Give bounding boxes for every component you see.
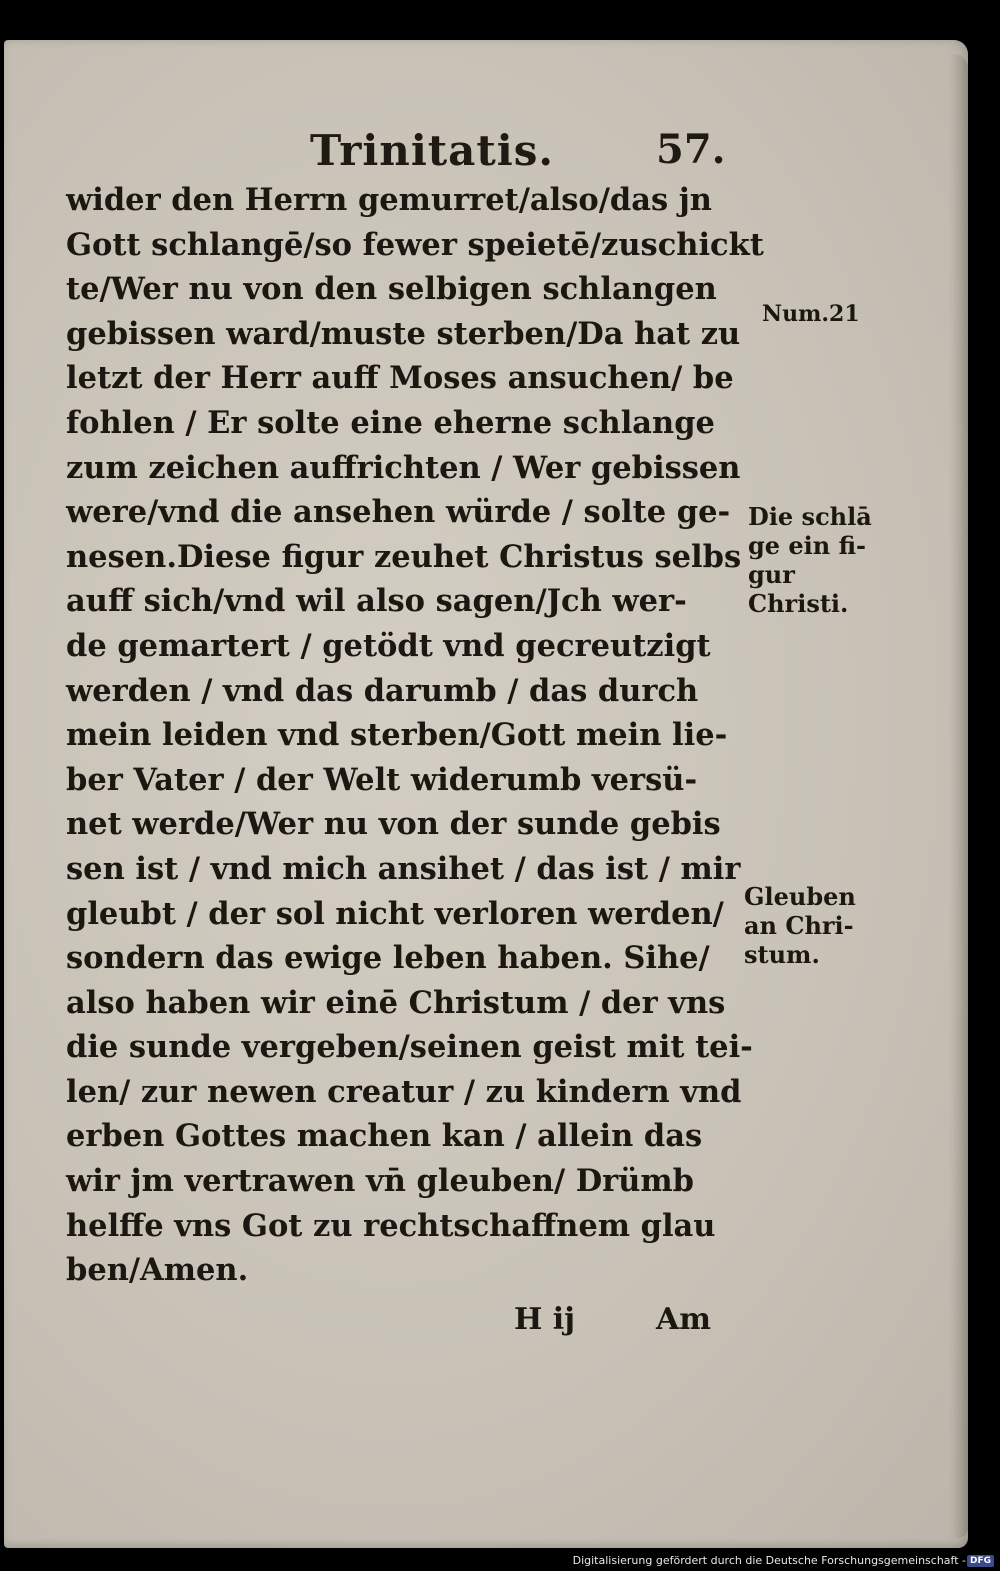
text-line: Gott schlangē/so fewer speietē/zuschickt (66, 226, 764, 263)
text-line: erben Gottes machen kan / allein das (66, 1118, 703, 1155)
text-line: de gemartert / getödt vnd gecreutzigt (66, 627, 711, 664)
catchword: Am (656, 1302, 712, 1337)
text-line: ben/Amen. (66, 1252, 249, 1289)
text-line: were/vnd die ansehen würde / solte ge- (66, 494, 731, 531)
gloss-line: Christi. (748, 589, 849, 618)
book-page (4, 40, 968, 1548)
text-line: wider den Herrn gemurret/also/das jn (66, 182, 712, 218)
gloss-line: gur (748, 560, 795, 589)
text-line: wir jm vertrawen vn̄ gleuben/ Drümb (66, 1163, 694, 1200)
body-text (66, 178, 764, 1293)
gloss-line: Gleuben (744, 882, 856, 911)
text-line: gebissen ward/muste sterben/Da hat zu (66, 315, 741, 352)
margin-gloss-faith (744, 882, 856, 969)
text-line: nesen.Diese figur zeuhet Christus selbs (66, 538, 742, 575)
text-line: also haben wir einē Christum / der vns (66, 984, 726, 1021)
text-line: sondern das ewige leben haben. Sihe/ (66, 940, 710, 977)
text-line: auff sich/vnd wil also sagen/Jch wer- (66, 583, 687, 620)
text-line: helffe vns Got zu rechtschaffnem glau (66, 1207, 716, 1244)
gloss-line: stum. (744, 940, 820, 969)
text-line: ber Vater / der Welt widerumb versü- (66, 761, 698, 798)
text-line: fohlen / Er solte eine eherne schlange (66, 404, 715, 441)
gloss-line: Num.21 (762, 301, 860, 327)
text-line: sen ist / vnd mich ansihet / das ist / mir (66, 850, 741, 887)
gloss-line: an Chri- (744, 911, 854, 940)
text-line: letzt der Herr auff Moses ansuchen/ be (66, 360, 734, 397)
text-line: net werde/Wer nu von der sunde gebis (66, 806, 721, 843)
text-line: mein leiden vnd sterben/Gott mein lie- (66, 717, 728, 754)
running-head: Trinitatis. (310, 126, 555, 175)
page-number: 57. (656, 126, 726, 173)
text-line: zum zeichen auffrichten / Wer gebissen (66, 449, 741, 486)
text-line: te/Wer nu von den selbigen schlangen (66, 271, 717, 308)
signature-mark: H ij (514, 1302, 576, 1337)
gloss-line: ge ein fi- (748, 531, 867, 560)
digitization-credit: Digitalisierung gefördert durch die Deutsche Forschungsgemeinschaft - (572, 1554, 966, 1567)
gloss-line: Die schlā (748, 502, 872, 531)
margin-gloss-serpent-figure (748, 502, 872, 618)
page-edge-shadow (948, 54, 968, 1538)
margin-gloss-numbers (762, 300, 860, 329)
dfg-logo: DFG (967, 1555, 994, 1567)
text-line: werden / vnd das darumb / das durch (66, 672, 699, 709)
text-line: gleubt / der sol nicht verloren werden/ (66, 895, 724, 932)
text-line: die sunde vergeben/seinen geist mit tei- (66, 1029, 753, 1066)
text-line: len/ zur newen creatur / zu kindern vnd (66, 1073, 742, 1110)
